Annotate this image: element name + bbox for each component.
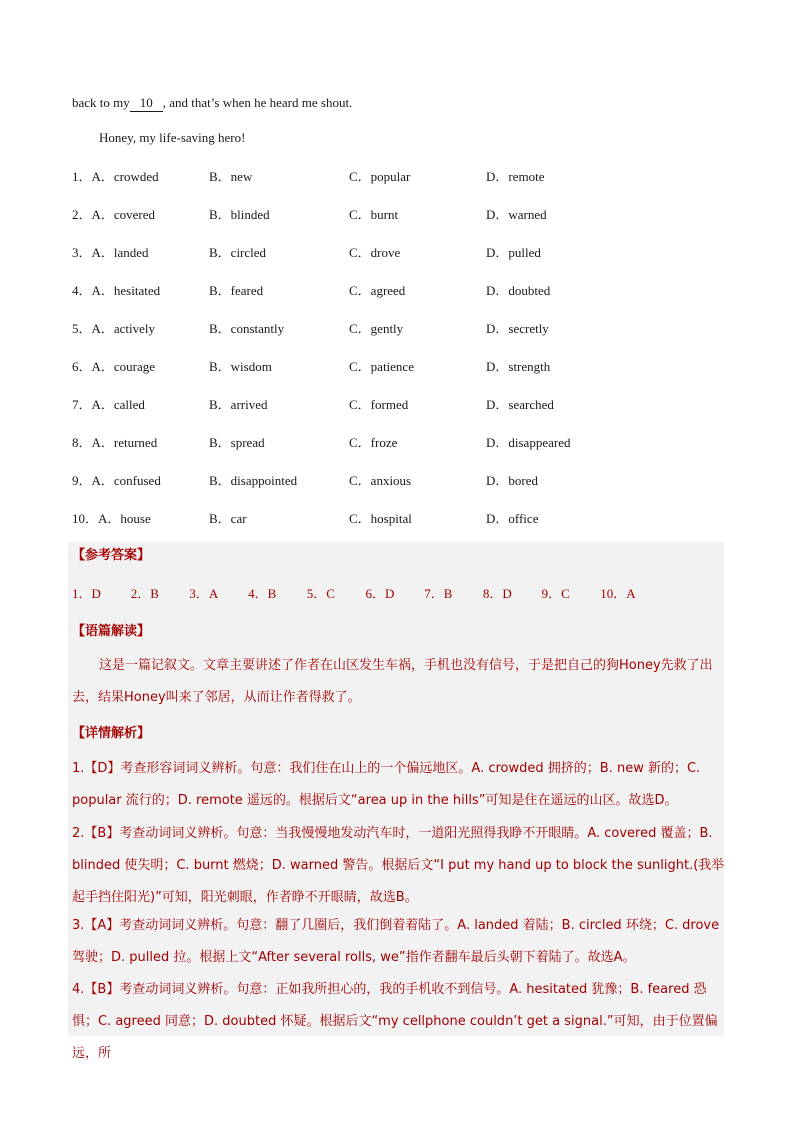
- answer-heading: 【参考答案】: [72, 548, 151, 563]
- option-d: D．disappeared: [486, 435, 571, 450]
- passage-text: back to my: [72, 95, 130, 110]
- option-b: B．constantly: [209, 321, 285, 336]
- option-a: 7．A．called: [72, 397, 145, 412]
- option-c: C．gently: [349, 321, 404, 336]
- option-b: B．circled: [209, 245, 267, 260]
- answer-item: 10．A: [600, 586, 636, 601]
- reading-heading: 【语篇解读】: [72, 624, 151, 639]
- reading-text: 这是一篇记叙文。文章主要讲述了作者在山区发生车祸，手机也没有信号，于是把自己的狗Honey先救了出去，结果Honey叫来了邻居，从而让作者得救了。: [72, 658, 713, 705]
- option-a: 2．A．covered: [72, 207, 156, 222]
- option-b: B．blinded: [209, 207, 270, 222]
- answer-item: 6．D: [365, 586, 395, 601]
- option-b: B．feared: [209, 283, 264, 298]
- passage-text: , and that’s when he heard me shout.: [162, 95, 353, 110]
- option-b: B．disappointed: [209, 473, 298, 488]
- option-b: B．arrived: [209, 397, 268, 412]
- option-a: 4．A．hesitated: [72, 283, 161, 298]
- detail-2: 2.【B】考查动词词义辨析。句意：当我慢慢地发动汽车时，一道阳光照得我睁不开眼睛。A. covered 覆盖；B. blinded 使失明；C. burnt 燃烧；D. warned 警告。根据后文“I put my hand up to block the sunlight.(我举起手挡住阳光)”可知，阳光刺眼，作者睁不开眼睛，故选B。: [72, 826, 725, 905]
- option-b: B．new: [209, 169, 253, 184]
- option-a: 9．A．confused: [72, 473, 161, 488]
- option-c: C．burnt: [349, 207, 399, 222]
- option-b: B．spread: [209, 435, 265, 450]
- answer-item: 1．D: [72, 586, 101, 601]
- detail-3: 3.【A】考查动词词义辨析。句意：翻了几圈后，我们倒着着陆了。A. landed 着陆；B. circled 环绕；C. drove 驾驶；D. pulled 拉。根据上文“After several rolls, we”指作者翻车最后头朝下着陆了。故选A。: [72, 918, 720, 965]
- option-a: 6．A．courage: [72, 359, 156, 374]
- option-a: 5．A．actively: [72, 321, 156, 336]
- detail-heading: 【详情解析】: [72, 726, 151, 741]
- answer-item: 4．B: [248, 586, 277, 601]
- option-c: C．drove: [349, 245, 401, 260]
- option-c: C．anxious: [349, 473, 412, 488]
- answer-item: 2．B: [130, 586, 159, 601]
- option-c: C．formed: [349, 397, 409, 412]
- option-d: D．office: [486, 511, 539, 526]
- answer-item: 9．C: [541, 586, 570, 601]
- option-c: C．agreed: [349, 283, 406, 298]
- option-d: D．secretly: [486, 321, 549, 336]
- detail-1: 1.【D】考查形容词词义辨析。句意：我们住在山上的一个偏远地区。A. crowded 拥挤的；B. new 新的；C. popular 流行的；D. remote 遥远的。根据后文“area up in the hills”可知是住在遥远的山区。故选D。: [72, 761, 701, 808]
- option-d: D．bored: [486, 473, 538, 488]
- blank-10: 10: [130, 95, 163, 112]
- option-d: D．remote: [486, 169, 545, 184]
- option-d: D．doubted: [486, 283, 551, 298]
- option-d: D．warned: [486, 207, 547, 222]
- option-c: C．hospital: [349, 511, 412, 526]
- answer-item: 5．C: [306, 586, 335, 601]
- option-b: B．wisdom: [209, 359, 272, 374]
- passage-tail-line: [72, 95, 352, 112]
- option-d: D．searched: [486, 397, 554, 412]
- option-c: C．patience: [349, 359, 414, 374]
- option-a: 1．A．crowded: [72, 169, 159, 184]
- option-b: B．car: [209, 511, 247, 526]
- option-a: 3．A．landed: [72, 245, 149, 260]
- option-d: D．strength: [486, 359, 551, 374]
- answer-item: 8．D: [482, 586, 512, 601]
- option-d: D．pulled: [486, 245, 541, 260]
- answer-item: 3．A: [189, 586, 219, 601]
- option-c: C．froze: [349, 435, 398, 450]
- option-c: C．popular: [349, 169, 411, 184]
- answer-item: 7．B: [424, 586, 453, 601]
- detail-4: 4.【B】考查动词词义辨析。句意：正如我所担心的，我的手机收不到信号。A. hesitated 犹豫；B. feared 恐惧；C. agreed 同意；D. doubted 怀疑。根据后文“my cellphone couldn’t get a signal.”可知，由于位置偏远，所: [72, 982, 718, 1061]
- option-a: 10．A．house: [72, 511, 151, 526]
- option-a: 8．A．returned: [72, 435, 158, 450]
- passage-closing: Honey, my life-saving hero!: [99, 130, 246, 145]
